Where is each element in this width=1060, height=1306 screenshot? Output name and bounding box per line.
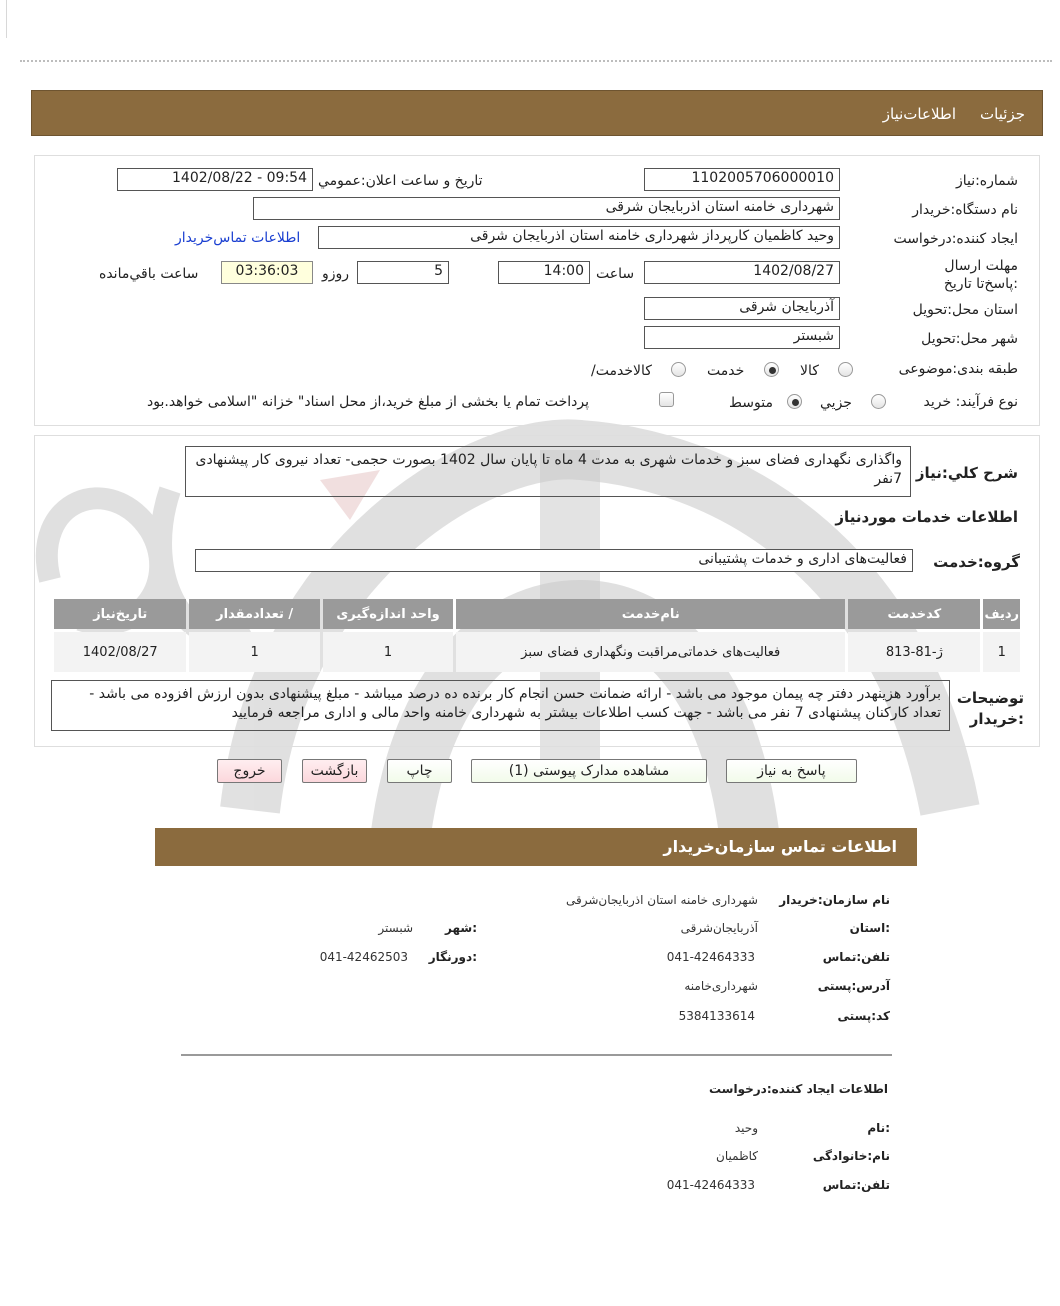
contact-org-label: نام سازمان:خريدار <box>779 893 890 907</box>
items-table-wrap <box>51 596 1023 675</box>
days-field[interactable]: 5 <box>357 261 449 284</box>
cell-name-text: فعالیت‌های خدماتی‌مراقبت ونگهداری فضای سبز <box>521 644 781 660</box>
tab-need-info[interactable]: اطلاعات‌نیاز <box>882 105 956 123</box>
category-service-text: خدمت <box>707 363 745 379</box>
reply-button[interactable]: پاسخ به نياز <box>726 759 857 783</box>
province-label: استان محل:تحویل <box>912 302 1018 318</box>
col-name: نام‌خدمت <box>456 599 845 629</box>
col-row: رديف <box>983 599 1020 629</box>
contact-address: شهرداری‌خامنه <box>684 979 758 993</box>
need-number-label: شماره:نیاز <box>955 173 1018 189</box>
category-both-text: /كالاخدمت <box>591 363 652 379</box>
contact-phone: 041-42464333 <box>666 950 755 964</box>
remaining-timer: 03:36:03 <box>221 261 313 284</box>
contact-province: آذربایجان‌شرقی <box>680 921 758 935</box>
contact-province-label: استان: <box>849 921 890 935</box>
cell-unit: 1 <box>323 632 453 672</box>
buyer-org-field[interactable]: شهرداری خامنه استان اذربایجان شرقی <box>253 197 840 220</box>
items-table <box>51 596 1023 675</box>
creator-phone: 041-42464333 <box>666 1178 755 1192</box>
city-field[interactable]: شبستر <box>644 326 840 349</box>
process-medium-radio[interactable] <box>787 394 802 409</box>
cell-row: 1 <box>983 632 1020 672</box>
header-bar <box>31 90 1043 136</box>
contact-city: شبستر <box>378 921 413 935</box>
deadline-label: مهلت ارسال :پاسخ‌تا تاريخ <box>943 258 1018 292</box>
col-unit: واحد اندازه‌گيری <box>323 599 453 629</box>
services-title: اطلاعات خدمات موردنیاز <box>835 508 1018 526</box>
table-header-row <box>54 599 1020 629</box>
process-medium-text: متوسط <box>729 395 773 411</box>
creator-name: وحيد <box>734 1121 758 1135</box>
attachments-button[interactable]: مشاهده مدارک پیوستی (1) <box>471 759 707 783</box>
service-group-label: گروه:خدمت <box>933 553 1020 571</box>
contact-title: اطلاعات تماس سازمان‌خريدار <box>663 837 897 856</box>
back-button[interactable]: بازگشت <box>302 759 367 783</box>
announce-field[interactable]: 1402/08/22 - 09:54 <box>117 168 313 191</box>
buyer-notes-box: برآورد هزینهدر دفتر چه پیمان موجود می باشد - ارائه ضمانت حسن انجام کار برنده ده درصد میباشد - مبلغ پیشنهادی بدون ارزش افزوده می باشد - تعداد کارکنان پیشنهادی 7 نفر می باشد - جهت کسب اطلاعات بیشتر به شهرداری خامنه واحد مالی و اداری مراجعه فرمایید <box>51 680 950 731</box>
cell-qty: 1 <box>189 632 319 672</box>
category-goods-text: كالا <box>800 363 819 379</box>
category-goods-radio[interactable] <box>838 362 853 377</box>
contact-fax: 041-42462503 <box>319 950 408 964</box>
left-edge-line <box>6 0 7 38</box>
creator-family: کاظمیان <box>716 1149 758 1163</box>
treasury-checkbox[interactable] <box>659 392 674 407</box>
contact-city-label: شهر: <box>445 921 477 935</box>
buyer-org-label: نام دستگاه:خريدار <box>912 202 1018 218</box>
need-number-field[interactable]: 1102005706000010 <box>644 168 840 191</box>
print-button[interactable]: چاپ <box>387 759 452 783</box>
creator-family-label: نام:خانوادگی <box>812 1149 890 1163</box>
contact-postal: 5384133614 <box>678 1009 755 1023</box>
cell-date: 1402/08/27 <box>54 632 186 672</box>
buyer-notes-label: توضيحات :خريدار <box>956 689 1024 728</box>
creator-field[interactable]: وحید کاظمیان کارپرداز شهرداری خامنه استان اذربایجان شرقی <box>318 226 840 249</box>
contact-phone-label: تلفن:تماس <box>822 950 890 964</box>
process-minor-text: جزيي <box>820 395 852 411</box>
general-desc-box: واگذاری نگهداری فضای سبز و خدمات شهری به مدت 4 ماه تا پایان سال 1402 بصورت حجمی- تعداد نیروی کار پیشنهادی 7نفر <box>185 446 911 497</box>
buyer-contact-link[interactable]: اطلاعات تماس‌خريدار <box>175 230 301 246</box>
cell-code: ژ-81-813 <box>848 632 980 672</box>
col-code: كدخدمت <box>848 599 980 629</box>
col-date: تاريخ‌نیاز <box>54 599 186 629</box>
cell-name <box>456 632 845 672</box>
creator-name-label: نام: <box>867 1121 890 1135</box>
process-minor-radio[interactable] <box>871 394 886 409</box>
category-both-radio[interactable] <box>671 362 686 377</box>
payment-note: پرداخت تمام يا بخشی از مبلغ خريد،از محل اسناد" خزانه "اسلامی خواهد.بود <box>147 394 590 410</box>
province-field[interactable]: آذربایجان شرقی <box>644 297 840 320</box>
creator-label: ايجاد كننده:درخواست <box>893 231 1018 247</box>
announce-label: تاریخ و ساعت اعلان:عمومي <box>318 173 483 189</box>
tab-details[interactable]: جزئیات <box>980 105 1025 123</box>
service-group-field[interactable]: فعالیت‌های اداری و خدمات پشتیبانی <box>195 549 913 572</box>
table-row <box>54 632 1020 672</box>
contact-divider <box>181 1054 892 1056</box>
exit-button[interactable]: خروج <box>217 759 282 783</box>
creator-info-title: اطلاعات ايجاد كننده:درخواست <box>708 1082 888 1096</box>
process-label: نوع فرآیند: خريد <box>923 394 1018 410</box>
contact-title-bar <box>155 828 917 866</box>
contact-org: شهرداری خامنه استان اذربایجان‌شرقی <box>566 893 758 907</box>
contact-address-label: آدرس:پستی <box>817 979 890 993</box>
deadline-date-field[interactable]: 1402/08/27 <box>644 261 840 284</box>
category-service-radio[interactable] <box>764 362 779 377</box>
city-label: شهر محل:تحویل <box>921 331 1018 347</box>
need-info-panel <box>34 155 1040 426</box>
general-desc-label: شرح کلي:نیاز <box>915 464 1018 482</box>
contact-fax-label: دورنگار: <box>428 950 477 964</box>
col-qty: / تعدادمقدار <box>189 599 319 629</box>
top-divider <box>20 60 1052 62</box>
contact-postal-label: کد:پستی <box>837 1009 890 1023</box>
deadline-time-field[interactable]: 14:00 <box>498 261 590 284</box>
category-label: طبقه بندی:موضوعی <box>898 361 1018 377</box>
time-label: ساعت <box>596 266 635 282</box>
creator-phone-label: تلفن:تماس <box>822 1178 890 1192</box>
remaining-label: ساعت باقي‌مانده <box>99 266 199 282</box>
days-label: روزو <box>322 266 350 282</box>
